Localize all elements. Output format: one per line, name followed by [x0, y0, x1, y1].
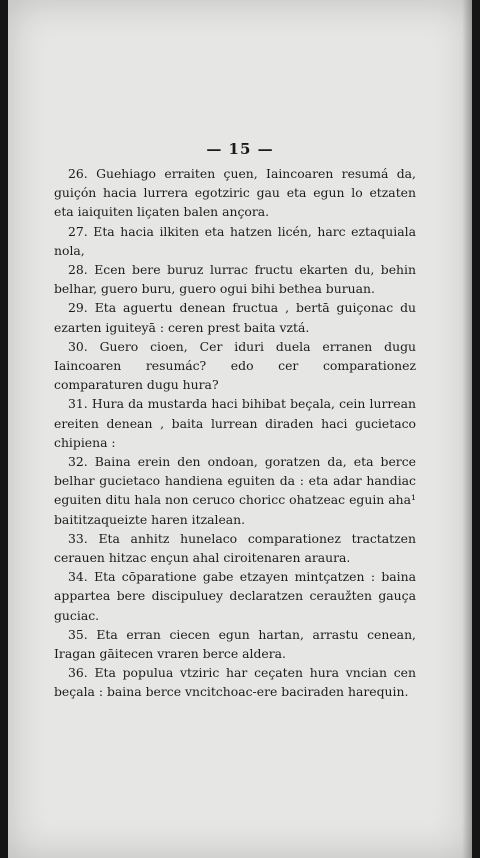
verse-35 — [54, 625, 416, 663]
verse-31 — [54, 394, 416, 452]
verse-28 — [54, 260, 416, 298]
verse-text: Ecen bere buruz lurrac fructu ekarten du, behin belhar, guero buru, guero ogui bihi bethea buruan. — [54, 262, 416, 297]
verse-number: 36. — [68, 665, 88, 681]
book-page — [8, 0, 472, 858]
verse-text: Guehiago erraiten çuen, Iaincoaren resumá da, guiçón hacia lurrera egotziric gau eta egun lo etzaten eta iaiquiten liçaten balen ançora. — [54, 166, 416, 220]
verse-30 — [54, 337, 416, 395]
verse-number: 31. — [68, 396, 88, 412]
verse-text: Baina erein den ondoan, goratzen da, eta berce belhar gucietaco handiena eguiten da : eta adar handiac eguiten ditu hala non ceruco choricc ohatzeac eguin aha¹ baititzaqueizte haren itzalean. — [54, 454, 416, 527]
verse-number: 34. — [68, 569, 88, 585]
verse-text: Eta hacia ilkiten eta hatzen licén, harc eztaquiala nola, — [54, 223, 416, 258]
verse-text: Eta populua vtziric har ceçaten hura vncian cen beçala : baina berce vncitchoac-ere baciraden harequin. — [54, 665, 416, 700]
verse-number: 32. — [68, 454, 88, 470]
verse-27 — [54, 222, 416, 260]
verse-number: 28. — [68, 262, 88, 278]
verse-text: Eta aguertu denean fructua , bertā guiçonac du ezarten iguiteyā : ceren prest baita vztá. — [54, 300, 416, 335]
page-number: — 15 — — [206, 140, 274, 158]
verse-number: 27. — [68, 223, 88, 239]
verse-number: 26. — [68, 166, 88, 181]
verse-text: Guero cioen, Cer iduri duela erranen dugu Iaincoaren resumác? edo cer comparationez comparaturen dugu hura? — [54, 338, 416, 393]
verse-text: Hura da mustarda haci bihibat beçala, cein lurrean ereiten denean , baita lurrean diraden haci gucietaco chipiena : — [54, 396, 416, 450]
verse-list — [54, 164, 416, 702]
verse-number: 30. — [68, 338, 88, 354]
verse-33 — [54, 529, 416, 567]
verse-number: 35. — [68, 626, 88, 642]
verse-29 — [54, 298, 416, 336]
verse-32 — [54, 452, 416, 529]
verse-number: 29. — [68, 300, 88, 316]
verse-text: Eta erran ciecen egun hartan, arrastu cenean, Iragan gāitecen vraren berce aldera. — [54, 626, 416, 662]
verse-34 — [54, 567, 416, 625]
verse-26 — [54, 164, 416, 222]
verse-36 — [54, 663, 416, 701]
verse-number: 33. — [68, 530, 88, 546]
verse-text: Eta anhitz hunelaco comparationez tractatzen cerauen hitzac ençun ahal ciroitenaren araura. — [54, 530, 416, 566]
verse-text: Eta cōparatione gabe etzayen mintçatzen : baina appartea bere discipuluey declaratzen ceraužten gauça guciac. — [54, 569, 416, 623]
